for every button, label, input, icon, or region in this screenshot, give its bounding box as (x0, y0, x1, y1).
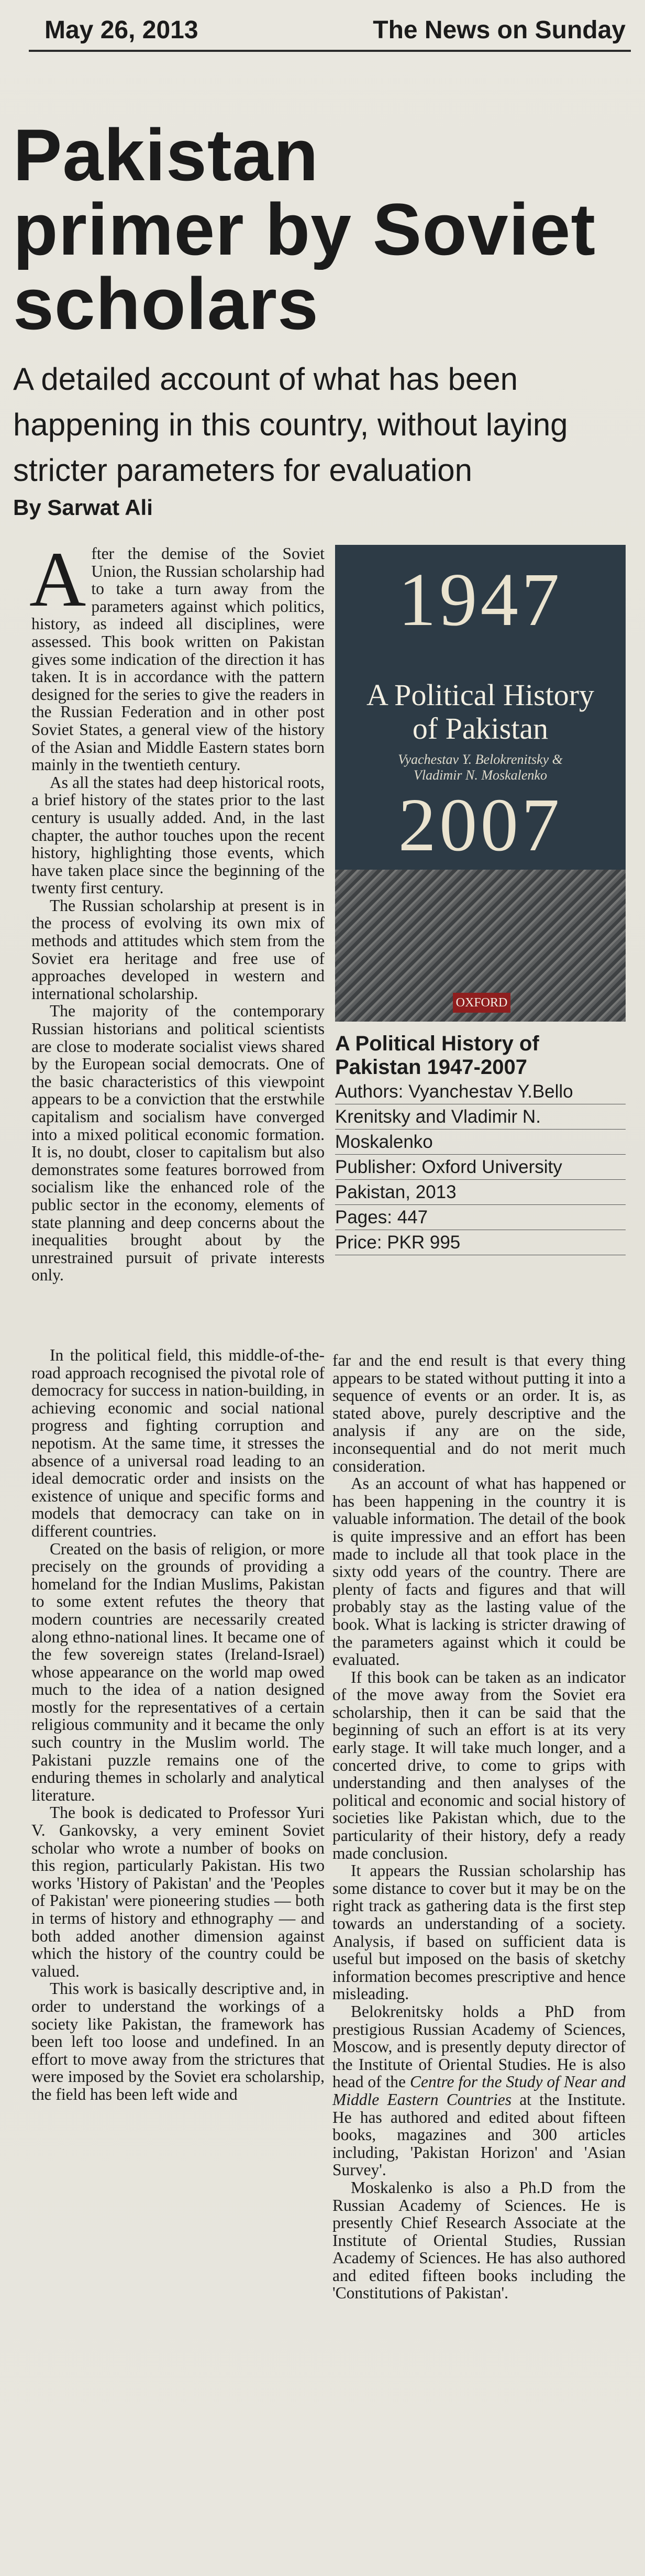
cover-authors: Vyachestav Y. Belokrenitsky & Vladimir N. Moskalenko (398, 752, 563, 783)
article-column-right (332, 1352, 626, 2302)
book-info-row: Moskalenko (335, 1130, 626, 1155)
article-column-left-top (29, 536, 325, 1285)
subheadline-line: stricter parameters for evaluation (13, 453, 473, 488)
paragraph: If this book can be taken as an indicator of the move away from the Soviet era scholarship, then it can be said that the beginning of such an effort is at its very early stage. It will take much longer, and a concerted drive, to come to grips with understanding and then analyses of the political and economic and social history of societies like Pakistan which, due to the particularity of their history, defy a ready made conclusion. (332, 1668, 626, 1862)
paragraph: In the political field, this middle-of-the-road approach recognised the pivotal role of democracy for success in nation-building, in achieving economic and social national progress and fighting corruption and nepotism. At the same time, it stresses the absence of a universal road leading to an ideal democratic order and insists on the existence of unique and specific forms and models that democracy can take on in different countries. (31, 1346, 325, 1540)
cover-title: A Political History of Pakistan (366, 678, 594, 746)
page-header (29, 0, 631, 52)
cover-year-end: 2007 (398, 783, 563, 867)
publication-name: The News on Sunday (373, 16, 626, 44)
book-cover-image (335, 545, 626, 1022)
book-info-row: Pakistan, 2013 (335, 1180, 626, 1205)
headline-line: scholars (13, 262, 319, 345)
headline-line: primer by Soviet (13, 188, 596, 270)
drop-cap: A (29, 536, 86, 623)
institute-name: Centre for the Study of Near and Middle Eastern Countries (332, 2073, 626, 2109)
subheadline-line: happening in this country, without laying (13, 407, 568, 442)
headline (13, 114, 631, 345)
paragraph: After the demise of the Soviet Union, the Russian scholarship had to take a turn away from the parameters against which politics, history, as indeed all disciplines, were assessed. This book written on Pakistan gives some indication of the direction it has taken. It is in accordance with the pattern designed for the series to give the readers in the Russian Federation and in other post Soviet States, a general view of the history of the Asian and Middle Eastern states born mainly in the twentieth century. (29, 536, 325, 774)
subheadline (13, 356, 631, 493)
issue-date: May 26, 2013 (45, 16, 198, 44)
paragraph: It appears the Russian scholarship has some distance to cover but it may be on the right track as gathering data is the first step towards an understanding of a society. Analysis, if based on sufficient data is useful but imposed on the basis of sketchy information becomes prescriptive and hence misleading. (332, 1861, 626, 2003)
book-info-row: Price: PKR 995 (335, 1230, 626, 1255)
paragraph: Moskalenko is also a Ph.D from the Russian Academy of Sciences. He is presently Chief Research Associate at the Institute of Oriental Studies, Russian Academy of Sciences. He has also authored and edited fifteen books including the 'Constitutions of Pakistan'. (332, 2178, 626, 2303)
book-info-row: Authors: Vyanchestav Y.Bello (335, 1079, 626, 1104)
paragraph: As an account of what has happened or has been happening in the country it is valuable information. The detail of the book is quite impressive and an effort has been made to include all that took place in the sixty odd years of the country. There are plenty of facts and figures and that will probably stay as the lasting value of the book. What is lacking is stricter drawing of the parameters against which it could be evaluated. (332, 1474, 626, 1669)
article-column-left-bottom (31, 1346, 325, 2103)
paragraph: The book is dedicated to Professor Yuri V. Gankovsky, a very eminent Soviet scholar who wrote a number of books on this region, particularly Pakistan. His two works 'History of Pakistan' and the 'Peoples of Pakistan' were pioneering studies — both in terms of history and ethnography — and both added another dimension against which the history of the country could be valued. (31, 1803, 325, 1980)
subheadline-line: A detailed account of what has been (13, 361, 518, 397)
paragraph: Created on the basis of religion, or more precisely on the grounds of providing a homeland for the Indian Muslims, Pakistan to some extent refutes the theory that modern countries are necessarily created along ethno-national lines. It became one of the few sovereign states (Ireland-Israel) whose appearance on the world map owed much to the idea of a nation designed mostly for the representatives of a certain religious community and it became the only such country in the Muslim world. The Pakistani puzzle remains one of the enduring themes in scholarly and analytical literature. (31, 1539, 325, 1804)
book-info-box (335, 1032, 626, 1255)
cover-year-start: 1947 (398, 558, 563, 642)
paragraph: This work is basically descriptive and, in order to understand the workings of a society like Pakistan, the framework has been left too loose and undefined. In an effort to move away from the strictures that were imposed by the Soviet era scholarship, the field has been left wide and (31, 1979, 325, 2103)
paragraph: The majority of the contemporary Russian historians and political scientists are close to moderate socialist views shared by the European social democrats. One of the basic characteristics of this viewpoint appears to be a conviction that the erstwhile capitalism and socialism have converged into a mixed political economic formation. It is, no doubt, closer to capitalism but also demonstrates some features borrowed from socialism like the enhanced role of the public sector in the economy, elements of state planning and deep concerns about the inequalities brought about by the unrestrained pursuit of private interests only. (31, 1002, 325, 1285)
book-info-row: Publisher: Oxford University (335, 1155, 626, 1180)
paragraph: far and the end result is that every thing appears to be stated without putting it into a sequence of events or an order. It is, as stated above, purely descriptive and the analysis if any are on the side, inconsequential and do not merit much consideration. (332, 1351, 626, 1475)
paragraph: Belokrenitsky holds a PhD from prestigious Russian Academy of Sciences, Moscow, and is presently deputy director of the Institute of Oriental Studies. He is also head of the Centre for the Study of Near and Middle Eastern Countries at the Institute. He has authored and edited about fifteen books, magazines and 300 articles including, 'Pakistan Horizon' and 'Asian Survey'. (332, 2002, 626, 2179)
publisher-logo: OXFORD (453, 993, 510, 1013)
paragraph: As all the states had deep historical roots, a brief history of the states prior to the last century is usually added. And, in the last chapter, the author touches upon the recent history, highlighting those events, which have taken place since the beginning of the twenty first century. (31, 773, 325, 897)
book-info-row: Krenitsky and Vladimir N. (335, 1104, 626, 1130)
book-info-title: A Political History of Pakistan 1947-2007 (335, 1032, 539, 1079)
book-info-row: Pages: 447 (335, 1205, 626, 1230)
headline-line: Pakistan (13, 114, 319, 196)
paragraph: The Russian scholarship at present is in the process of evolving its own mix of methods and attitudes which stem from the Soviet era heritage and free use of approaches developed in western and international scholarship. (31, 896, 325, 1003)
byline: By Sarwat Ali (13, 495, 153, 520)
